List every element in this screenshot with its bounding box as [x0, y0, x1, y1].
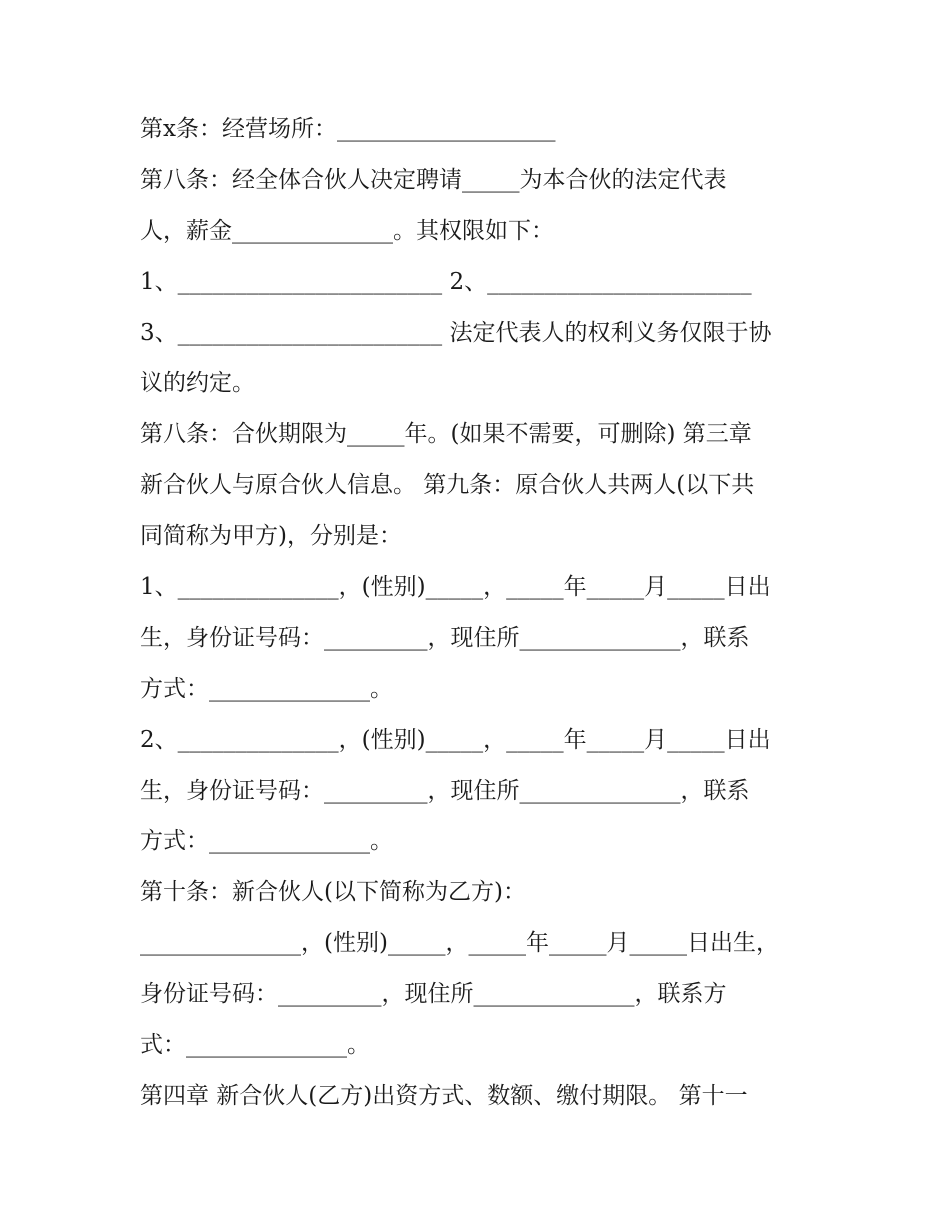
original-partner-2-contact: 方式：______________。: [140, 828, 393, 855]
clause-partnership-term: 第八条：合伙期限为_____年。(如果不需要，可删除) 第三章: [140, 421, 752, 448]
chapter-three-partner-info: 新合伙人与原合伙人信息。 第九条：原合伙人共两人(以下共: [140, 472, 755, 499]
original-partners-intro: 同简称为甲方)，分别是：: [140, 523, 402, 550]
original-partner-2-birth: 2、______________，(性别)_____，_____年_____月_____日出: [140, 726, 771, 753]
authority-items-1-2: 1、_______________________ 2、_______________________: [140, 268, 752, 295]
new-partner-id: 身份证号码：_________，现住所______________，联系方: [140, 981, 727, 1008]
original-partner-1-birth: 1、______________，(性别)_____，_____年_____月_____日出: [140, 574, 771, 601]
chapter-four-contribution: 第四章 新合伙人(乙方)出资方式、数额、缴付期限。 第十一: [140, 1082, 748, 1109]
new-partner-contact: 式：______________。: [140, 1032, 370, 1059]
authority-item-3: 3、_______________________ 法定代表人的权利义务仅限于协: [140, 319, 772, 346]
clause-business-premises: 第x条：经营场所：___________________: [140, 116, 556, 142]
new-partner-birth: ______________，(性别)_____，_____年_____月_____日出生，: [140, 930, 779, 957]
clause-legal-representative: 第八条：经全体合伙人决定聘请_____为本合伙的法定代表: [140, 166, 727, 193]
document-body: [140, 104, 820, 1122]
original-partner-1-contact: 方式：______________。: [140, 675, 393, 702]
original-partner-1-id: 生，身份证号码：_________，现住所______________，联系: [140, 624, 750, 651]
clause-new-partner: 第十条：新合伙人(以下简称为乙方)：: [140, 879, 526, 906]
authority-agreement-note: 议的约定。: [140, 370, 255, 397]
clause-legal-representative-salary: 人，薪金______________。其权限如下：: [140, 217, 554, 244]
original-partner-2-id: 生，身份证号码：_________，现住所______________，联系: [140, 777, 750, 804]
